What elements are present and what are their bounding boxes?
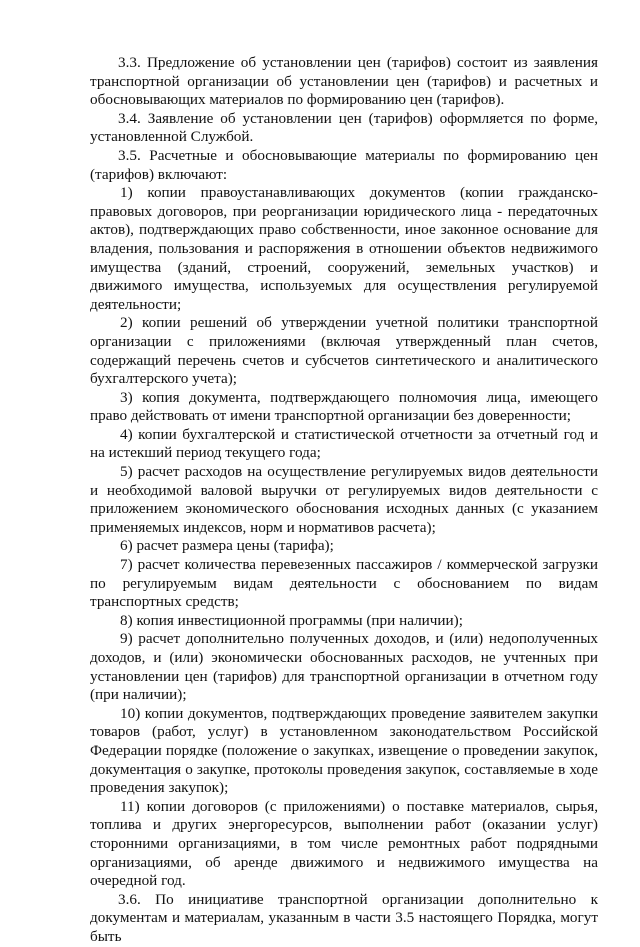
list-item-5: 5) расчет расходов на осуществление регулируемых видов деятельности и необходимой валовой выручки от регулируемых видов деятельности с приложением экономического обоснования исходных данных (с указанием применяемых индексов, норм и нормативов расчета); [90, 463, 598, 536]
document-page [90, 54, 598, 947]
list-item-7: 7) расчет количества перевезенных пассажиров / коммерческой загрузки по регулируемым видам деятельности с обоснованием по видам транспортных средств; [90, 556, 598, 611]
list-item-10: 10) копии документов, подтверждающих проведение заявителем закупки товаров (работ, услуг) в установленном законодательством Российской Федерации порядке (положение о закупках, извещение о проведении закупок, документация о закупке, протоколы проведения закупок, составляемые в ходе проведения закупок); [90, 704, 598, 797]
list-item-2: 2) копии решений об утверждении учетной политики транспортной организации с приложениями (включая утвержденный план счетов, содержащий перечень счетов и субсчетов синтетического и аналитического бухгалтерского учета); [90, 314, 598, 388]
list-item-9: 9) расчет дополнительно полученных доходов, и (или) недополученных доходов, и (или) экономически обоснованных расходов, не учтенных при установлении цен (тарифов) для транспортной организации в отчетном году (при наличии); [90, 630, 598, 704]
list-item-1: 1) копии правоустанавливающих документов (копии гражданско-правовых договоров, при реорганизации юридического лица - передаточных актов), подтверждающих право собственности, иное законное основание для владения, пользования и распоряжения в отношении объектов недвижимого имущества (зданий, строений, сооружений, земельных участков) и движимого имущества, используемых для осуществления регулируемой деятельности; [90, 184, 598, 313]
list-item-4: 4) копии бухгалтерской и статистической отчетности за отчетный год и на истекший период текущего года; [90, 425, 598, 462]
paragraph-3-4: 3.4. Заявление об установлении цен (тарифов) оформляется по форме, установленной Службой. [90, 109, 598, 146]
list-item-11: 11) копии договоров (с приложениями) о поставке материалов, сырья, топлива и других энергоресурсов, выполнении работ (оказании услуг) сторонними организациями, в том числе ремонтных работ подрядными организациями, об аренде движимого и недвижимого имущества на очередной год. [90, 797, 598, 890]
list-item-3: 3) копия документа, подтверждающего полномочия лица, имеющего право действовать от имени транспортной организации без доверенности; [90, 388, 598, 425]
list-item-8: 8) копия инвестиционной программы (при наличии); [120, 611, 463, 629]
list-item-6: 6) расчет размера цены (тарифа); [120, 537, 334, 555]
paragraph-3-5: 3.5. Расчетные и обосновывающие материалы по формированию цен (тарифов) включают: [90, 146, 598, 183]
paragraph-3-3: 3.3. Предложение об установлении цен (тарифов) состоит из заявления транспортной организации об установлении цен (тарифов) и расчетных и обосновывающих материалов по формированию цен (тарифов). [90, 54, 598, 109]
paragraph-3-6: 3.6. По инициативе транспортной организации дополнительно к документам и материалам, указанным в части 3.5 настоящего Порядка, могут быть [90, 890, 598, 945]
